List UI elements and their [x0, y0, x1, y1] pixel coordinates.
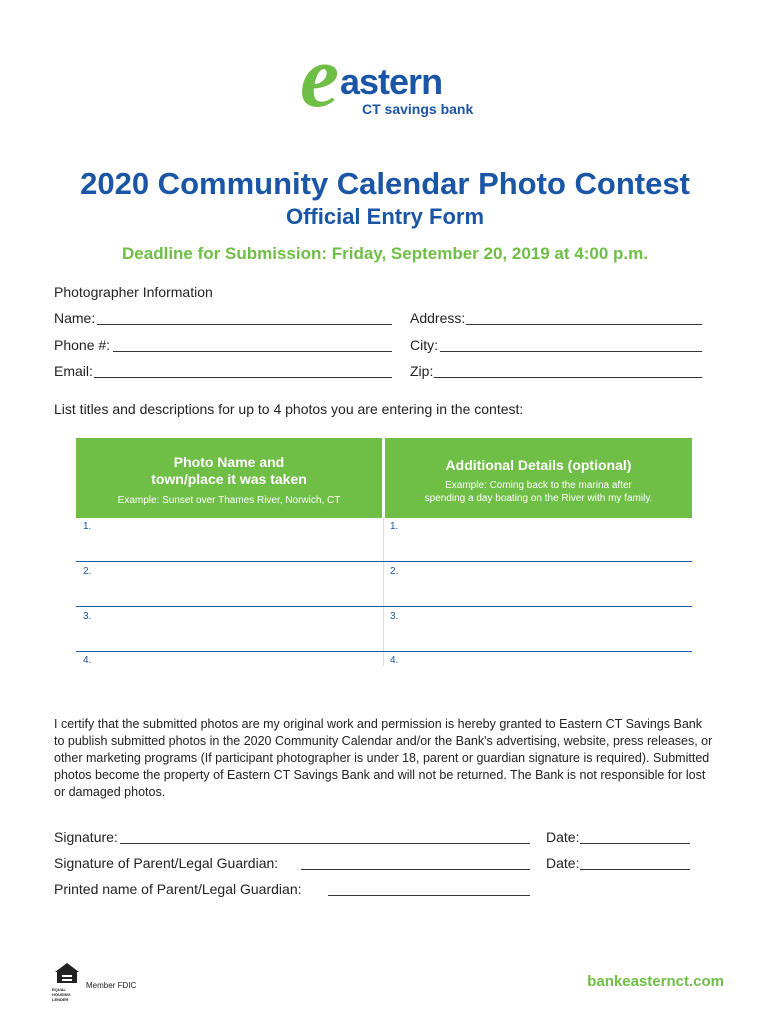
- guardian-printed-name-label: Printed name of Parent/Legal Guardian:: [54, 881, 302, 897]
- row-number-right: 3.: [390, 611, 399, 622]
- table-header-details-example-line1: Example: Coming back to the marina after: [445, 480, 632, 491]
- phone-label: Phone #:: [54, 337, 111, 353]
- table-header-details-example-line2: spending a day boating on the River with my family.: [424, 493, 653, 504]
- equal-housing-caption: EQUAL HOUSING LENDER: [52, 987, 71, 1002]
- guardian-signature-field[interactable]: [301, 869, 530, 870]
- name-field[interactable]: [97, 324, 392, 325]
- address-label: Address:: [410, 310, 466, 326]
- certification-text: I certify that the submitted photos are my original work and permission is hereby granted to Eastern CT Savings Bank to publish submitted photos in the 2020 Community Calendar and/or the Bank's advertising, website, press releases, or other marketing programs (If participant photographer is under 18, parent or guardian signature is required). Submitted photos become the property of Eastern CT Savings Bank and will not be returned. The Bank is not responsible for lost or damaged photos.: [54, 717, 713, 799]
- row-number-left: 4.: [83, 655, 92, 666]
- row-number-left: 2.: [83, 566, 92, 577]
- city-label: City:: [410, 337, 438, 353]
- section-heading-photographer: Photographer Information: [54, 284, 213, 300]
- guardian-date-label: Date:: [546, 855, 580, 871]
- row-number-left: 3.: [83, 611, 92, 622]
- date-label: Date:: [546, 829, 580, 845]
- email-field[interactable]: [94, 377, 392, 378]
- email-label: Email:: [54, 363, 93, 379]
- zip-field[interactable]: [434, 377, 702, 378]
- table-header-photo-name-line2: town/place it was taken: [151, 471, 307, 487]
- table-column-divider: [383, 518, 384, 666]
- city-field[interactable]: [440, 351, 702, 352]
- zip-label: Zip:: [410, 363, 434, 379]
- table-header-photo-name: [76, 438, 382, 518]
- guardian-printed-name-field[interactable]: [328, 895, 530, 896]
- date-field[interactable]: [580, 843, 690, 844]
- row-number-right: 2.: [390, 566, 399, 577]
- table-header-photo-name-line1: Photo Name and: [173, 454, 285, 470]
- member-fdic: Member FDIC: [86, 981, 137, 990]
- signature-field[interactable]: [120, 843, 530, 844]
- website-link[interactable]: bankeasternct.com: [587, 973, 724, 990]
- table-header-details: [385, 438, 692, 518]
- table-row-divider: [76, 561, 692, 562]
- guardian-signature-label: Signature of Parent/Legal Guardian:: [54, 855, 279, 871]
- row-number-right: 1.: [390, 521, 399, 532]
- row-number-left: 1.: [83, 521, 92, 532]
- table-row-divider: [76, 606, 692, 607]
- page-subtitle: Official Entry Form: [285, 204, 485, 229]
- row-number-right: 4.: [390, 655, 399, 666]
- table-header-details-title: Additional Details (optional): [445, 457, 632, 473]
- photo-table: [76, 438, 692, 666]
- logo-mark: e: [300, 29, 340, 126]
- table-row-divider: [76, 651, 692, 652]
- logo-wordmark: astern: [340, 61, 443, 102]
- guardian-date-field[interactable]: [580, 869, 690, 870]
- phone-field[interactable]: [113, 351, 392, 352]
- logo-tagline: CT savings bank: [362, 101, 474, 117]
- signature-label: Signature:: [54, 829, 118, 845]
- table-header-photo-name-example: Example: Sunset over Thames River, Norwich, CT: [117, 495, 341, 506]
- deadline-text: Deadline for Submission: Friday, September 20, 2019 at 4:00 p.m.: [122, 244, 648, 263]
- page-title: 2020 Community Calendar Photo Contest: [80, 166, 690, 201]
- address-field[interactable]: [466, 324, 702, 325]
- name-label: Name:: [54, 310, 96, 326]
- photo-instructions: List titles and descriptions for up to 4 photos you are entering in the contest:: [54, 401, 524, 417]
